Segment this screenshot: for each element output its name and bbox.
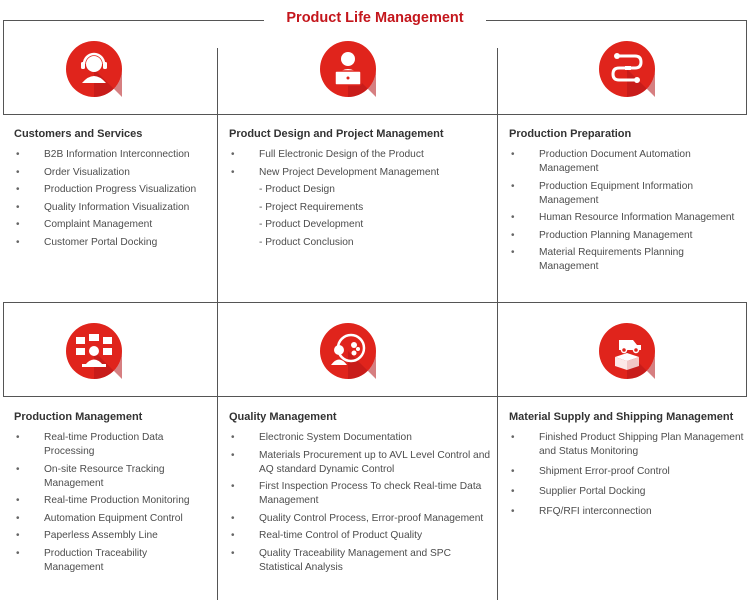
section-material-supply-shipping: [509, 411, 745, 523]
list-item: • Materials Procurement up to AVL Level Control and AQ standard Dynamic Control: [229, 449, 491, 477]
item-list: [14, 431, 209, 575]
item-list: [14, 148, 209, 250]
list-item: • Real-time Control of Product Quality: [229, 529, 491, 543]
shipping-truck-box-icon: [597, 321, 657, 381]
list-item: • Shipment Error-proof Control: [509, 465, 745, 479]
divider-top-1: [217, 48, 218, 302]
quality-inspector-gear-icon: [318, 321, 378, 381]
list-item: • Automation Equipment Control: [14, 512, 209, 526]
section-title: Material Supply and Shipping Management: [509, 411, 734, 423]
sub-list-item: - Project Requirements: [259, 201, 364, 213]
item-list: [509, 148, 739, 274]
process-chain-icon: [597, 39, 657, 99]
list-item: • First Inspection Process To check Real-time Data Management: [229, 480, 491, 508]
section-quality-management: [229, 411, 491, 579]
page-title: Product Life Management: [264, 10, 485, 26]
list-item: • Production Progress Visualization: [14, 183, 209, 197]
list-item: • Full Electronic Design of the Product: [229, 148, 491, 162]
section-title: Product Design and Project Management: [229, 128, 444, 140]
list-item: • Production Planning Management: [509, 229, 739, 243]
list-item: • Paperless Assembly Line: [14, 529, 209, 543]
list-item: • Electronic System Documentation: [229, 431, 491, 445]
divider-bottom-2: [497, 302, 498, 600]
sub-list-item: - Product Development: [259, 219, 364, 231]
section-title: Quality Management: [229, 411, 337, 423]
list-item: • Finished Product Shipping Plan Management and Status Monitoring: [509, 431, 745, 459]
list-item: • New Project Development Management: [229, 166, 491, 180]
item-list: [229, 431, 491, 575]
list-item: • Quality Control Process, Error-proof Management: [229, 512, 491, 526]
list-item: • Production Document Automation Management: [509, 148, 739, 176]
list-item: • Quality Traceability Management and SPC Statistical Analysis: [229, 547, 491, 575]
divider-top-2: [497, 48, 498, 302]
list-item: • On-site Resource Tracking Management: [14, 463, 209, 491]
sub-list-item: - Product Conclusion: [259, 236, 354, 248]
list-item: • RFQ/RFI interconnection: [509, 505, 745, 519]
section-customers-services: [14, 128, 209, 254]
headset-agent-icon: [64, 39, 124, 99]
section-title: Customers and Services: [14, 128, 143, 140]
monitoring-workstation-icon: [64, 321, 124, 381]
section-production-management: [14, 411, 209, 579]
section-product-design: [229, 128, 491, 254]
list-item: • Real-time Production Data Processing: [14, 431, 209, 459]
list-item: • Real-time Production Monitoring: [14, 494, 209, 508]
list-item: • Customer Portal Docking: [14, 236, 209, 250]
laptop-designer-icon: [318, 39, 378, 99]
sub-list-item: - Product Design: [259, 184, 335, 196]
list-item: • Complaint Management: [14, 218, 209, 232]
list-item: • Production Traceability Management: [14, 547, 209, 575]
item-list: [509, 431, 745, 519]
divider-bottom-1: [217, 302, 218, 600]
section-production-preparation: [509, 128, 739, 278]
list-item: • Human Resource Information Management: [509, 211, 739, 225]
list-item: • B2B Information Interconnection: [14, 148, 209, 162]
list-item: • Production Equipment Information Management: [509, 180, 739, 208]
list-item: • Supplier Portal Docking: [509, 485, 745, 499]
section-title: Production Management: [14, 411, 143, 423]
section-title: Production Preparation: [509, 128, 632, 140]
list-item: • Quality Information Visualization: [14, 201, 209, 215]
list-item: • Material Requirements Planning Management: [509, 246, 739, 274]
item-list: [229, 148, 491, 250]
list-item: • Order Visualization: [14, 166, 209, 180]
